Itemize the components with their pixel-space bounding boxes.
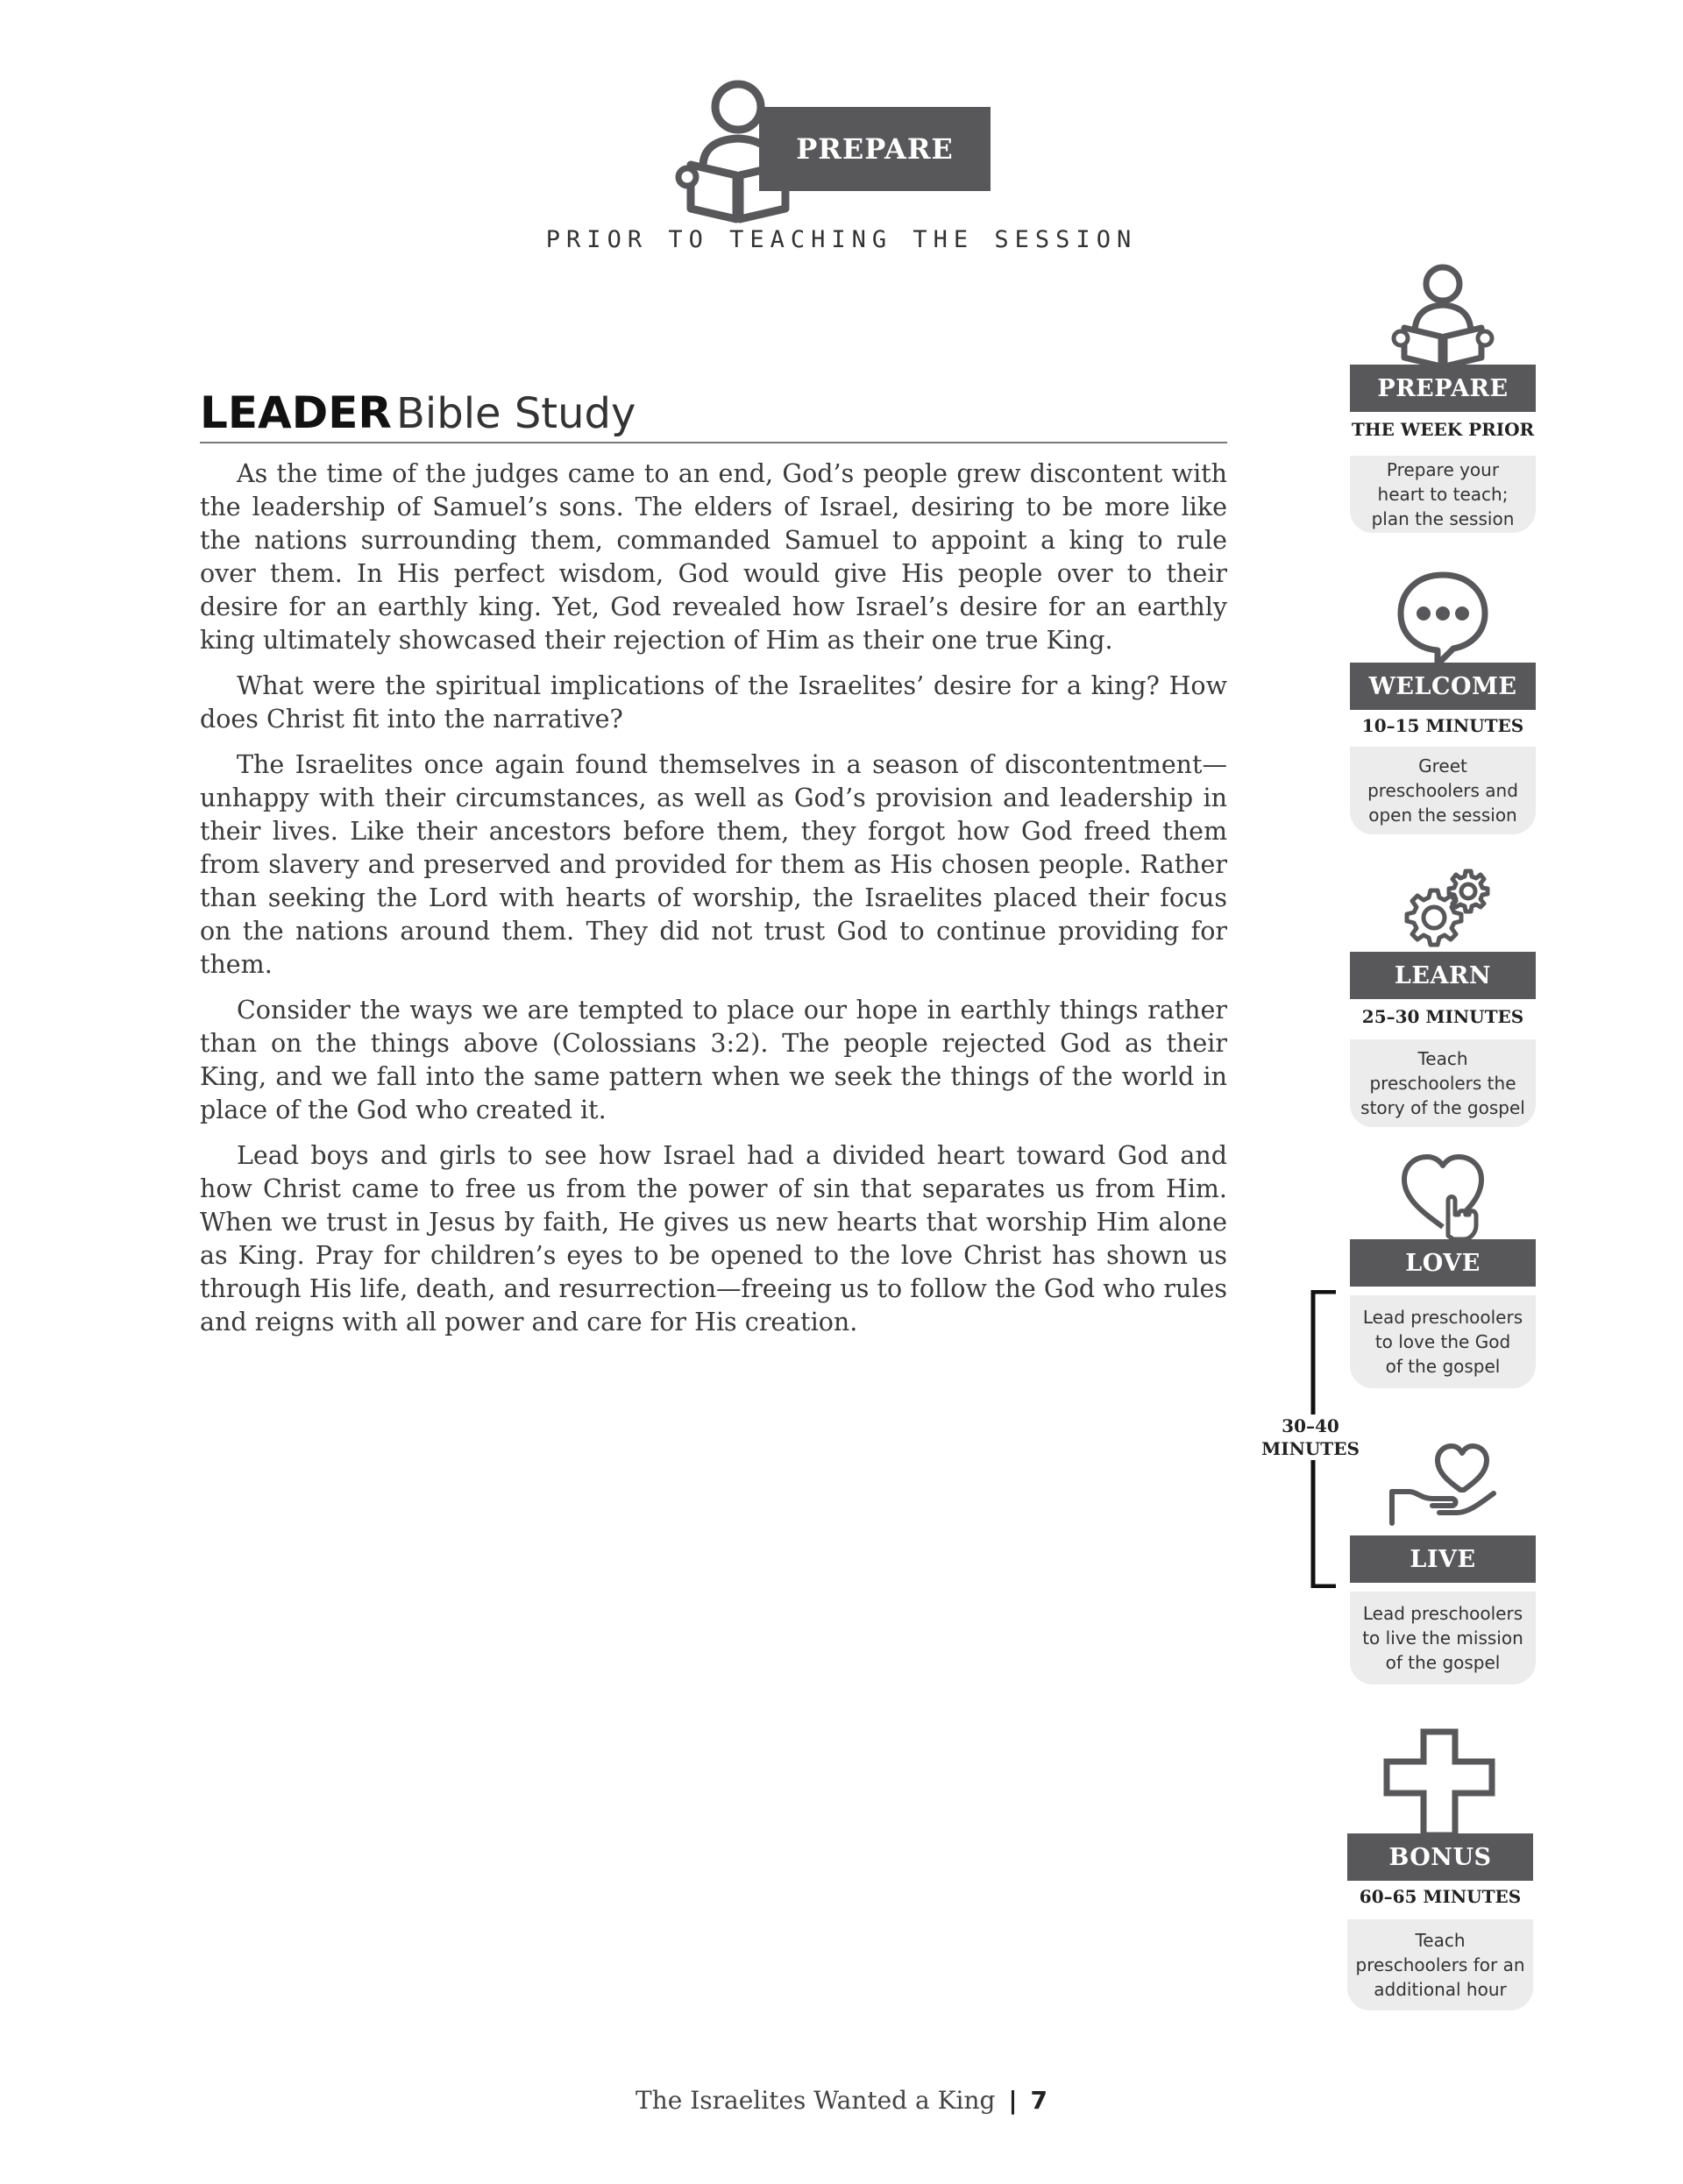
step-label-bonus: BONUS [1347,1833,1533,1881]
heart-hand-icon [1397,1152,1488,1243]
step-label-prepare: PREPARE [1350,365,1536,412]
step-desc-love: Lead preschoolers to love the God of the gospel [1350,1295,1536,1388]
study-paragraph: The Israelites once again found themselves in a season of discontentment—unhappy with their circumstances, as well as God’s provision and leadership in their lives. Like their ancestors before them, they forgot how God freed them from slavery and preserved and provided for them as His chosen people. Rather than seeking the Lord with hearts of worship, the Israelites placed their focus on the nations around them. They did not trust God to continue providing for them. [200,750,1227,979]
prepare-header-label: PREPARE [759,107,991,191]
section-title-rest: Bible Study [395,389,636,438]
footer-title: The Israelites Wanted a King [636,2086,996,2115]
step-label-welcome: WELCOME [1350,663,1536,710]
study-paragraph: Lead boys and girls to see how Israel had a divided heart toward God and how Christ came to free us from the power of sin that separates us from Him. When we trust in Jesus by faith, He gives us new hearts that worship Him alone as King. Pray for children’s eyes to be opened to the love Christ has shown us through His life, death, and resurrection—freeing us to follow the God who rules and reigns with all power and care for His creation. [200,1141,1227,1337]
section-title-bold: LEADER [200,387,392,438]
bracket-time-label: 30–40 MINUTES [1253,1415,1367,1460]
gears-icon [1394,864,1492,955]
step-desc-live: Lead preschoolers to live the mission of the gospel [1350,1592,1536,1684]
step-desc-learn: Teach preschoolers the story of the gospel [1350,1039,1536,1127]
page-footer [491,2086,1192,2115]
study-body [200,457,1227,1351]
study-paragraph: Consider the ways we are tempted to place our hope in earthly things rather than on the things above (Colossians 3:2). The people rejected God as their King, and we fall into the same pattern when we seek the things of the world in place of the God who created it. [200,996,1227,1124]
heart-in-hand-icon [1387,1437,1501,1535]
step-time-welcome: 10–15 MINUTES [1361,715,1524,736]
step-desc-bonus: Teach preschoolers for an additional hour [1347,1919,1533,2010]
step-label-love: LOVE [1350,1239,1536,1287]
study-paragraph: As the time of the judges came to an end, God’s people grew discontent with the leadership of Samuel’s sons. The elders of Israel, desiring to be more like the nations surrounding them, commanded Samuel to appoint a king to rule over them. In His perfect wisdom, God would give His people over to their desire for an earthly king. Yet, God revealed how Israel’s desire for an earthly king ultimately showcased their rejection of Him as their one true King. [200,459,1227,655]
step-time-prepare: THE WEEK PRIOR [1351,419,1535,440]
step-label-live: LIVE [1350,1535,1536,1583]
step-label-learn: LEARN [1350,952,1536,999]
step-desc-prepare: Prepare your heart to teach; plan the session [1350,456,1536,533]
header-subtitle: PRIOR TO TEACHING THE SESSION [545,226,1138,253]
speech-bubble-icon [1394,568,1492,666]
study-paragraph: What were the spiritual implications of the Israelites’ desire for a king? How does Christ fit into the narrative? [200,671,1227,734]
cross-icon [1380,1727,1499,1835]
step-time-learn: 25–30 MINUTES [1361,1006,1524,1027]
step-time-bonus: 60–65 MINUTES [1359,1886,1522,1907]
reading-person-icon [1390,263,1495,370]
section-title [200,387,1227,443]
footer-separator: | [1008,2086,1018,2115]
page-number: 7 [1030,2086,1047,2115]
step-desc-welcome: Greet preschoolers and open the session [1350,747,1536,834]
